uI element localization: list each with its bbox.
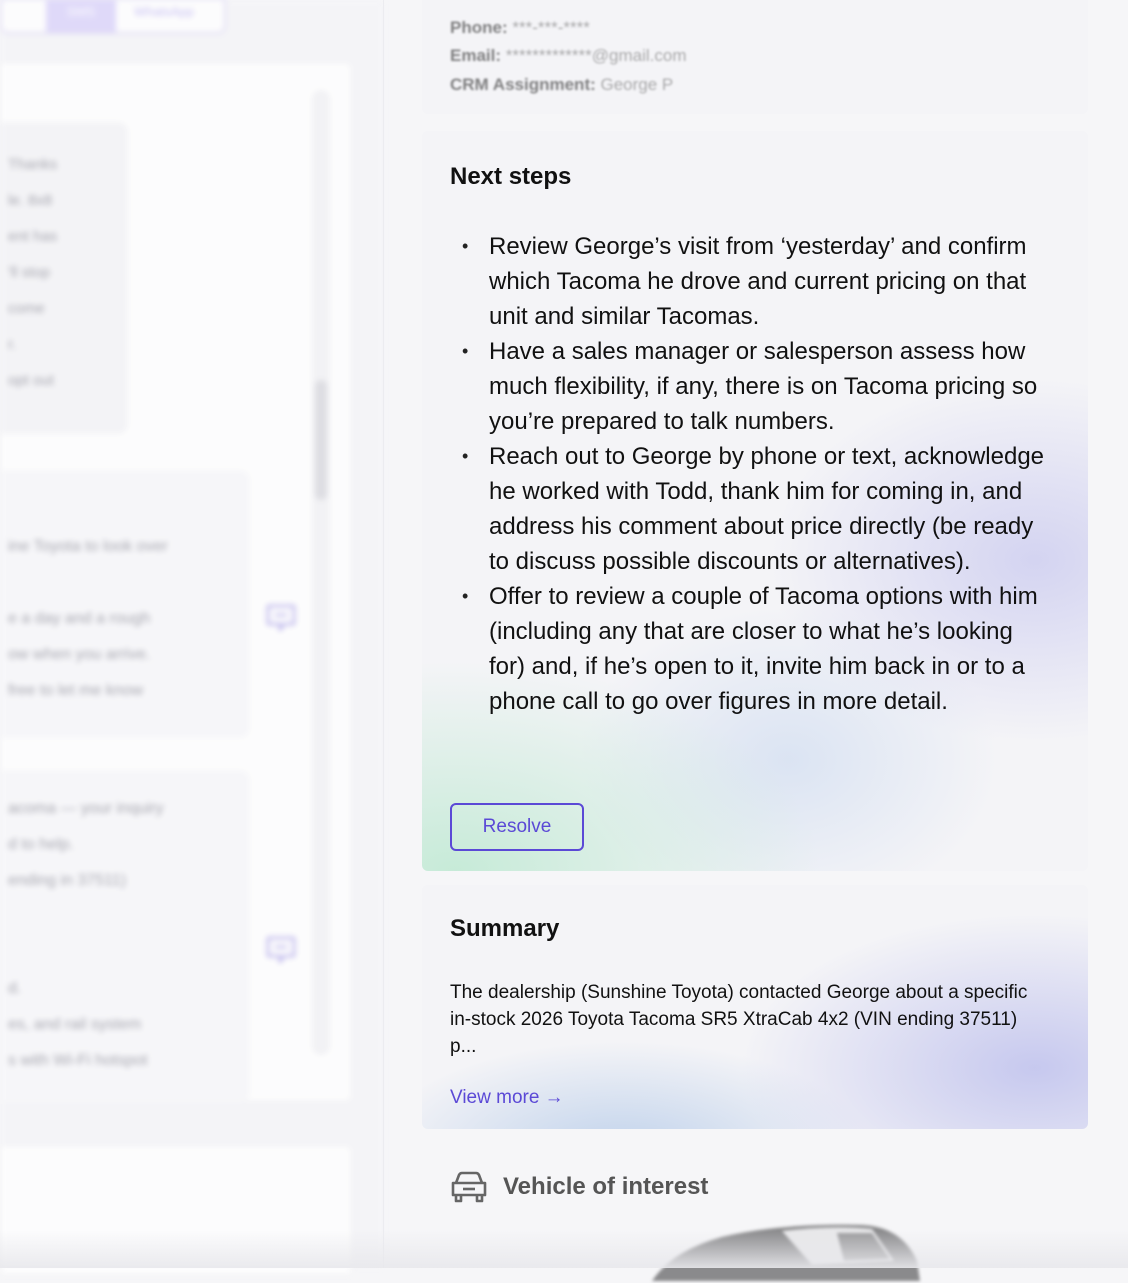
crm-assignment-row	[450, 75, 673, 95]
resolve-button[interactable]: Resolve	[450, 803, 584, 851]
message-line: s with Wi-Fi hotspot	[8, 1052, 148, 1069]
next-steps-card	[422, 131, 1088, 871]
message-line: ine Toyota to look over	[8, 538, 168, 555]
summary-text: The dealership (Sunshine Toyota) contacted George about a specific in-stock 2026 Toyota Tacoma SR5 XtraCab 4x2 (VIN ending 37511) p...	[450, 982, 1028, 1057]
message-line: opt out	[8, 372, 54, 389]
message-bubble	[0, 122, 128, 434]
message-line: acoma — your inquiry	[8, 800, 164, 817]
message-line: Thanks	[8, 156, 58, 173]
comment-icon[interactable]	[266, 604, 296, 632]
message-line: come	[8, 300, 45, 317]
channel-tabs	[0, 0, 226, 34]
message-line: r.	[8, 336, 17, 353]
email-row	[450, 46, 687, 66]
message-line: d to help.	[8, 836, 74, 853]
message-line: es, and rail system	[8, 1016, 142, 1033]
message-line: 'll stop	[8, 264, 51, 281]
next-step-item: • Offer to review a couple of Tacoma options with him (including any that are closer to what he’s looking for) and, if he’s open to it, invite him back in or to a phone call to go over figures in more detail.	[450, 579, 1050, 719]
message-line: d.	[8, 980, 22, 997]
next-steps-title: Next steps	[450, 163, 572, 190]
email-label: Email:	[450, 46, 502, 65]
next-step-item: • Reach out to George by phone or text, acknowledge he worked with Todd, thank him for coming in, and address his comment about price directly (be ready to discuss possible discounts or alternatives).	[450, 439, 1050, 579]
email-value: *************@gmail.com	[505, 46, 687, 65]
tab-sms[interactable]: SMS	[46, 0, 116, 32]
crm-assignment-label: CRM Assignment:	[450, 75, 596, 94]
column-divider	[383, 0, 384, 1268]
message-line: ent has	[8, 228, 58, 245]
message-line: free to let me know	[8, 682, 144, 699]
summary-title: Summary	[450, 915, 560, 942]
message-line: e a day and a rough	[8, 610, 151, 627]
message-line: le. 8x8	[8, 192, 53, 209]
summary-card	[422, 885, 1088, 1129]
next-step-item: • Have a sales manager or salesperson assess how much flexibility, if any, there is on Tacoma pricing so you’re prepared to talk numbers.	[450, 334, 1050, 439]
crm-assignment-value: George P	[600, 75, 674, 94]
next-steps-list	[450, 229, 1050, 719]
phone-row	[450, 18, 590, 38]
tab-whatsapp[interactable]: WhatsApp	[134, 4, 194, 19]
chat-scrollbar-thumb[interactable]	[315, 380, 327, 500]
chat-scrollbar[interactable]	[312, 90, 330, 1055]
comment-icon[interactable]	[266, 936, 296, 964]
message-line: ow when you arrive.	[8, 646, 151, 663]
bottom-fade	[0, 1230, 1128, 1268]
vehicle-of-interest-title: Vehicle of interest	[503, 1173, 709, 1200]
next-step-item: • Review George’s visit from ‘yesterday’ and confirm which Tacoma he drove and current pricing on that unit and similar Tacomas.	[450, 229, 1050, 334]
view-more-link[interactable]: View more →	[450, 1087, 564, 1108]
phone-value: ***-***-****	[512, 18, 590, 37]
phone-label: Phone:	[450, 18, 508, 37]
conversation-panel	[0, 0, 384, 1268]
contact-card	[422, 0, 1088, 114]
message-bubble	[0, 770, 250, 1102]
message-line: ending in 37511)	[8, 872, 127, 889]
car-icon	[450, 1171, 488, 1203]
message-bubble	[0, 470, 250, 738]
